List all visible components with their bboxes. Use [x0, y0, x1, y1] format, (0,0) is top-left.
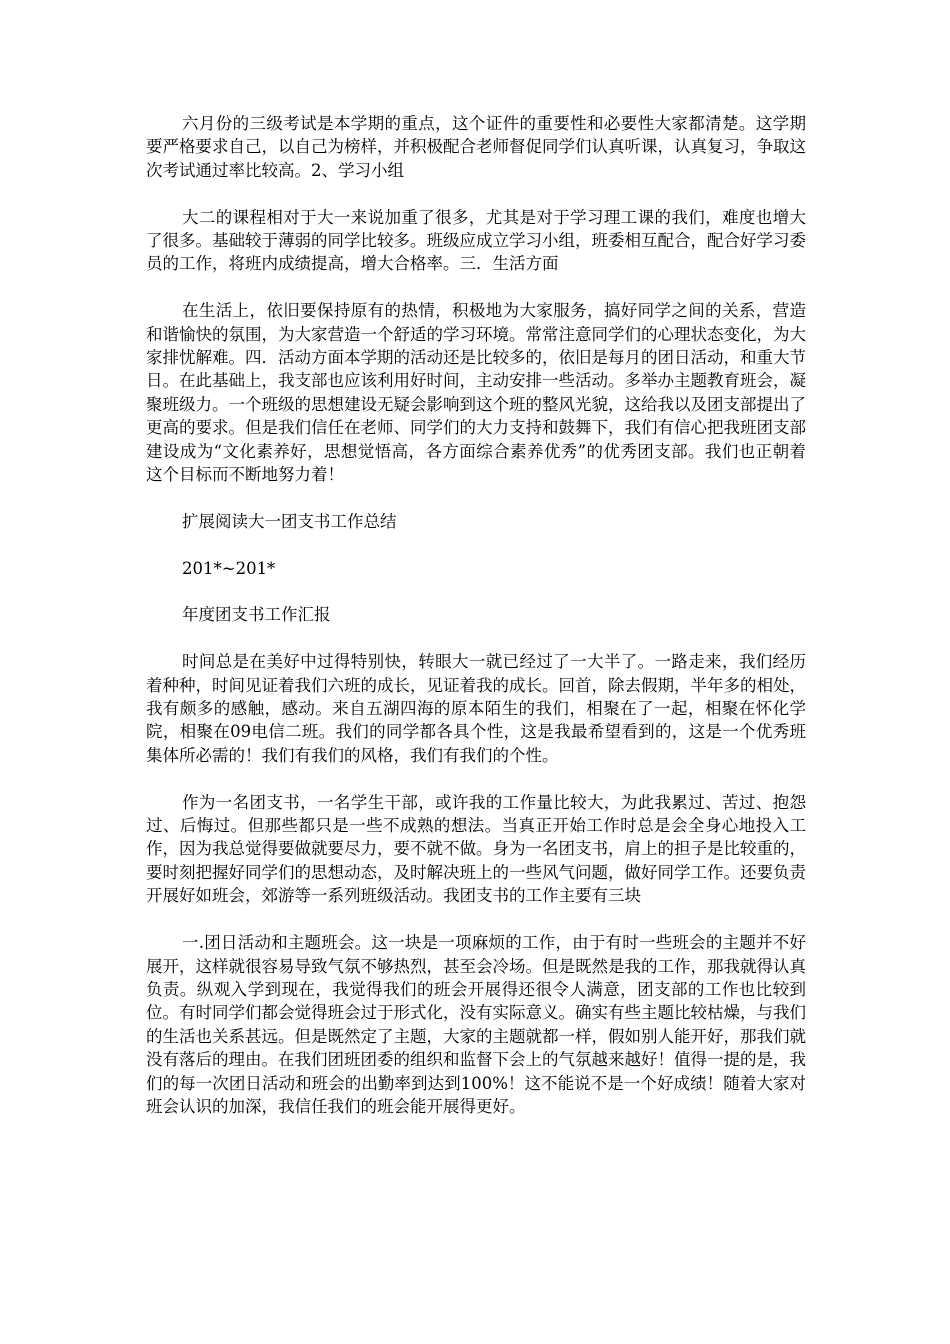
heading-extended-reading: 扩展阅读大一团支书工作总结 [182, 511, 397, 531]
paragraph-life-activities: 在生活上，依旧要保持原有的热情，积极地为大家服务，搞好同学之间的关系，营造和谐愉快的氛围，为大家营造一个舒适的学习环境。常常注意同学们的心理状态变化，为大家排忧解难。四．活动方面本学期的活动还是比较多的，依旧是每月的团日活动，和重大节日。在此基础上，我支部也应该利用好时间，主动安排一些活动。多举办主题教育班会，凝聚班级力。一个班级的思想建设无疑会影响到这个班的整风光貌，这给我以及团支部提出了更高的要求。但是我们信任在老师、同学们的大力支持和鼓舞下，我们有信心把我班团支部建设成为“文化素养好，思想觉悟高，各方面综合素养优秀”的优秀团支部。我们也正朝着这个目标而不断地努力着！ [146, 301, 806, 485]
paragraph-exam-focus: 六月份的三级考试是本学期的重点，这个证件的重要性和必要性大家都清楚。这学期要严格要求自己，以自己为榜样，并积极配合老师督促同学们认真听课，认真复习，争取这次考试通过率比较高。2、学习小组 [146, 114, 806, 180]
paragraph-study-group: 大二的课程相对于大一来说加重了很多，尤其是对于学习理工课的我们，难度也增大了很多。基础较于薄弱的同学比较多。班级应成立学习小组，班委相互配合，配合好学习委员的工作，将班内成绩提高，增大合格率。三．生活方面 [146, 207, 806, 274]
paragraph-league-day-meetings: 一.团日活动和主题班会。这一块是一项麻烦的工作，由于有时一些班会的主题并不好展开，这样就很容易导致气氛不够热烈，甚至会冷场。但是既然是我的工作，那我就得认真负责。纵观入学到现在，我觉得我们的班会开展得还很令人满意，团支部的工作也比较到位。有时同学们都会觉得班会过于形式化，没有实际意义。确实有些主题比较枯燥，与我们的生活也关系甚远。但是既然定了主题，大家的主题就都一样，假如别人能开好，那我们就没有落后的理由。在我们团班团委的组织和监督下会上的气氛越来越好！值得一提的是，我们的每一次团日活动和班会的出勤率到达到100%！这不能说不是一个好成绩！随着大家对班会认识的加深，我信任我们的班会能开展得更好。 [146, 933, 806, 1116]
heading-year-range: 201*~201* [182, 558, 276, 578]
paragraph-league-secretary-role: 作为一名团支书，一名学生干部，或许我的工作量比较大，为此我累过、苦过、抱怨过、后悔过。但那些都只是一些不成熟的想法。当真正开始工作时总是会全身心地投入工作，因为我总觉得要做就要尽力，要不就不做。身为一名团支书，肩上的担子是比较重的，要时刻把握好同学们的思想动态，及时解决班上的一些风气问题，做好同学工作。还要负责开展好如班会，郊游等一系列班级活动。我团支书的工作主要有三块 [146, 792, 806, 906]
paragraph-time-flies: 时间总是在美好中过得特别快，转眼大一就已经过了一大半了。一路走来，我们经历着种种，时间见证着我们六班的成长，见证着我的成长。回首，除去假期，半年多的相处，我有颇多的感触，感动。来自五湖四海的原本陌生的我们，相聚在了一起，相聚在怀化学院，相聚在09电信二班。我们的同学都各具个性，这是我最希望看到的，这是一个优秀班集体所必需的！我们有我们的风格，我们有我们的个性。 [146, 652, 806, 765]
heading-annual-report: 年度团支书工作汇报 [182, 605, 331, 625]
document-body [146, 112, 806, 1142]
